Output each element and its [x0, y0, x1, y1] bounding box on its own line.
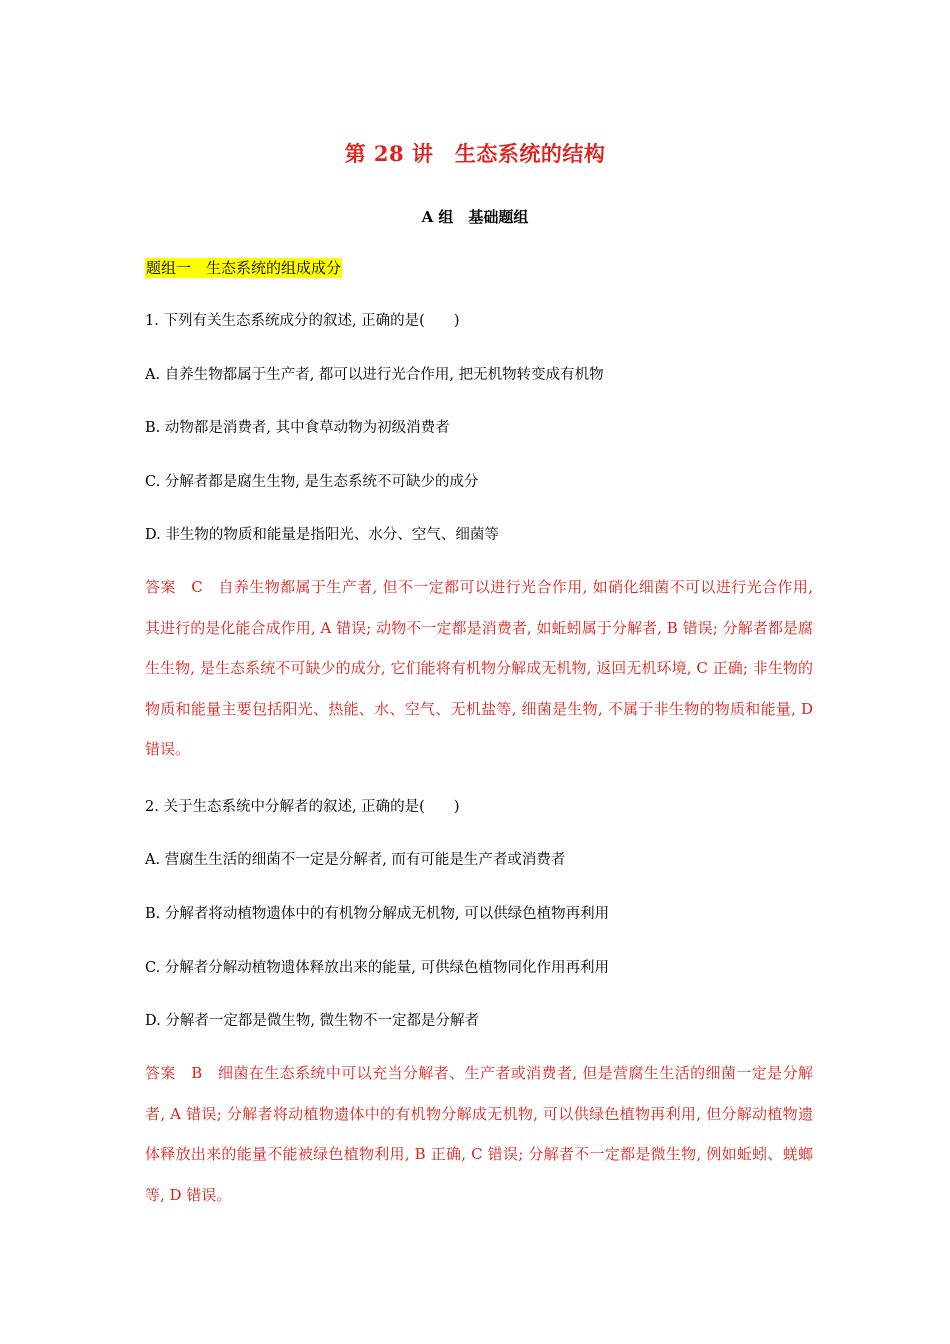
question-2-stem: 2. 关于生态系统中分解者的叙述, 正确的是( ) — [145, 799, 460, 815]
page-title: 第 28 讲 生态系统的结构 — [344, 141, 606, 166]
section-label: 题组一 生态系统的组成成分 — [146, 259, 342, 277]
question-2-answer: 答案 B 细菌在生态系统中可以充当分解者、生产者或消费者, 但是营腐生生活的细菌一定是分解者, A 错误; 分解者将动植物遗体中的有机物分解成无机物, 可以供绿色植物再利用, 但分解动植物遗体释放出来的能量不能被绿色植物利用, B 正确, C 错误; 分解者不一定都是微生物, 例如蚯蚓、蜣螂等, D 错误。 — [145, 1064, 813, 1204]
question-1-answer: 答案 C 自养生物都属于生产者, 但不一定都可以进行光合作用, 如硝化细菌不可以进行光合作用, 其进行的是化能合成作用, A 错误; 动物不一定都是消费者, 如蚯蚓属于分解者, B 错误; 分解者都是腐生生物, 是生态系统不可缺少的成分, 它们能将有机物分解成无机物, 返回无机环境, C 正确; 非生物的物质和能量主要包括阳光、热能、水、空气、无机盐等, 细菌是生物, 不属于非生物的物质和能量, D 错误。 — [145, 578, 813, 758]
question-2-option-d: D. 分解者一定都是微生物, 微生物不一定都是分解者 — [145, 1013, 480, 1029]
group-title: A 组 基础题组 — [421, 208, 529, 226]
question-1-option-a: A. 自养生物都属于生产者, 都可以进行光合作用, 把无机物转变成有机物 — [145, 367, 604, 383]
question-2-option-a: A. 营腐生生活的细菌不一定是分解者, 而有可能是生产者或消费者 — [145, 852, 566, 868]
question-2-option-c: C. 分解者分解动植物遗体释放出来的能量, 可供绿色植物同化作用再利用 — [145, 960, 610, 976]
question-1-option-b: B. 动物都是消费者, 其中食草动物为初级消费者 — [145, 420, 450, 436]
question-1-stem: 1. 下列有关生态系统成分的叙述, 正确的是( ) — [145, 313, 460, 329]
question-1-option-c: C. 分解者都是腐生生物, 是生态系统不可缺少的成分 — [145, 474, 479, 490]
question-2-option-b: B. 分解者将动植物遗体中的有机物分解成无机物, 可以供绿色植物再利用 — [145, 906, 610, 922]
question-1-option-d: D. 非生物的物质和能量是指阳光、水分、空气、细菌等 — [145, 527, 499, 543]
